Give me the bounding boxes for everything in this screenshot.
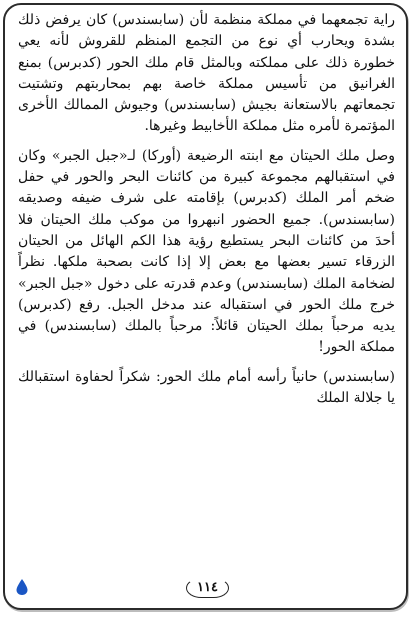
page-number-area xyxy=(0,575,415,601)
paragraph-3: (سابسندس) حانياً رأسه أمام ملك الحور: شكراً لحفاوة استقبالك يا جلالة الملك xyxy=(18,368,395,407)
book-page-text xyxy=(18,10,395,417)
page-number: ١١٤ xyxy=(186,578,229,598)
paragraph-1: راية تجمعهما في مملكة منظمة لأن (سابسندس) كان يرفض ذلك بشدة ويحارب أي نوع من التجمع المنظم للقروش لأنه يعي خطورة ذلك على مملكته وبالمثل قام ملك الحور (كدبرس) بمنع الغرانيق من تأسيس مملكة خاصة بهم بمحاربتهم وتشتيت تجمعاتهم بالاستعانة بجيش (سابسندس) وجيوش الممالك الأخرى المؤتمرة لأمره مثل مملكة الأخابيط وغيرها. xyxy=(18,12,395,135)
paragraph-2: وصل ملك الحيتان مع ابنته الرضيعة (أوركا) لـ«جبل الجبر» وكان في استقبالهم مجموعة كبيرة من كائنات البحر والحور في حفل ضخم أمر الملك (كدبرس) بإقامته على شرف ضيفه وصديقه (سابسندس). جميع الحضور انبهروا من موكب ملك الحيتان فلا أحدَ من كائنات البحر يستطيع رؤية هذا الكم الهائل من الحيتان الزرقاء تسير بعضها مع بعض إلا إذا كانت بصحبة ملكها. نظراً لضخامة الملك (سابسندس) وعدم قدرته على دخول «جبل الجبر» خرج ملك الحور في استقباله عند مدخل الجبل. رفع (كدبرس) يديه مرحباً بملك الحيتان قائلاً: مرحباً بالملك (سابسندس) في مملكة الحور! xyxy=(18,147,395,356)
